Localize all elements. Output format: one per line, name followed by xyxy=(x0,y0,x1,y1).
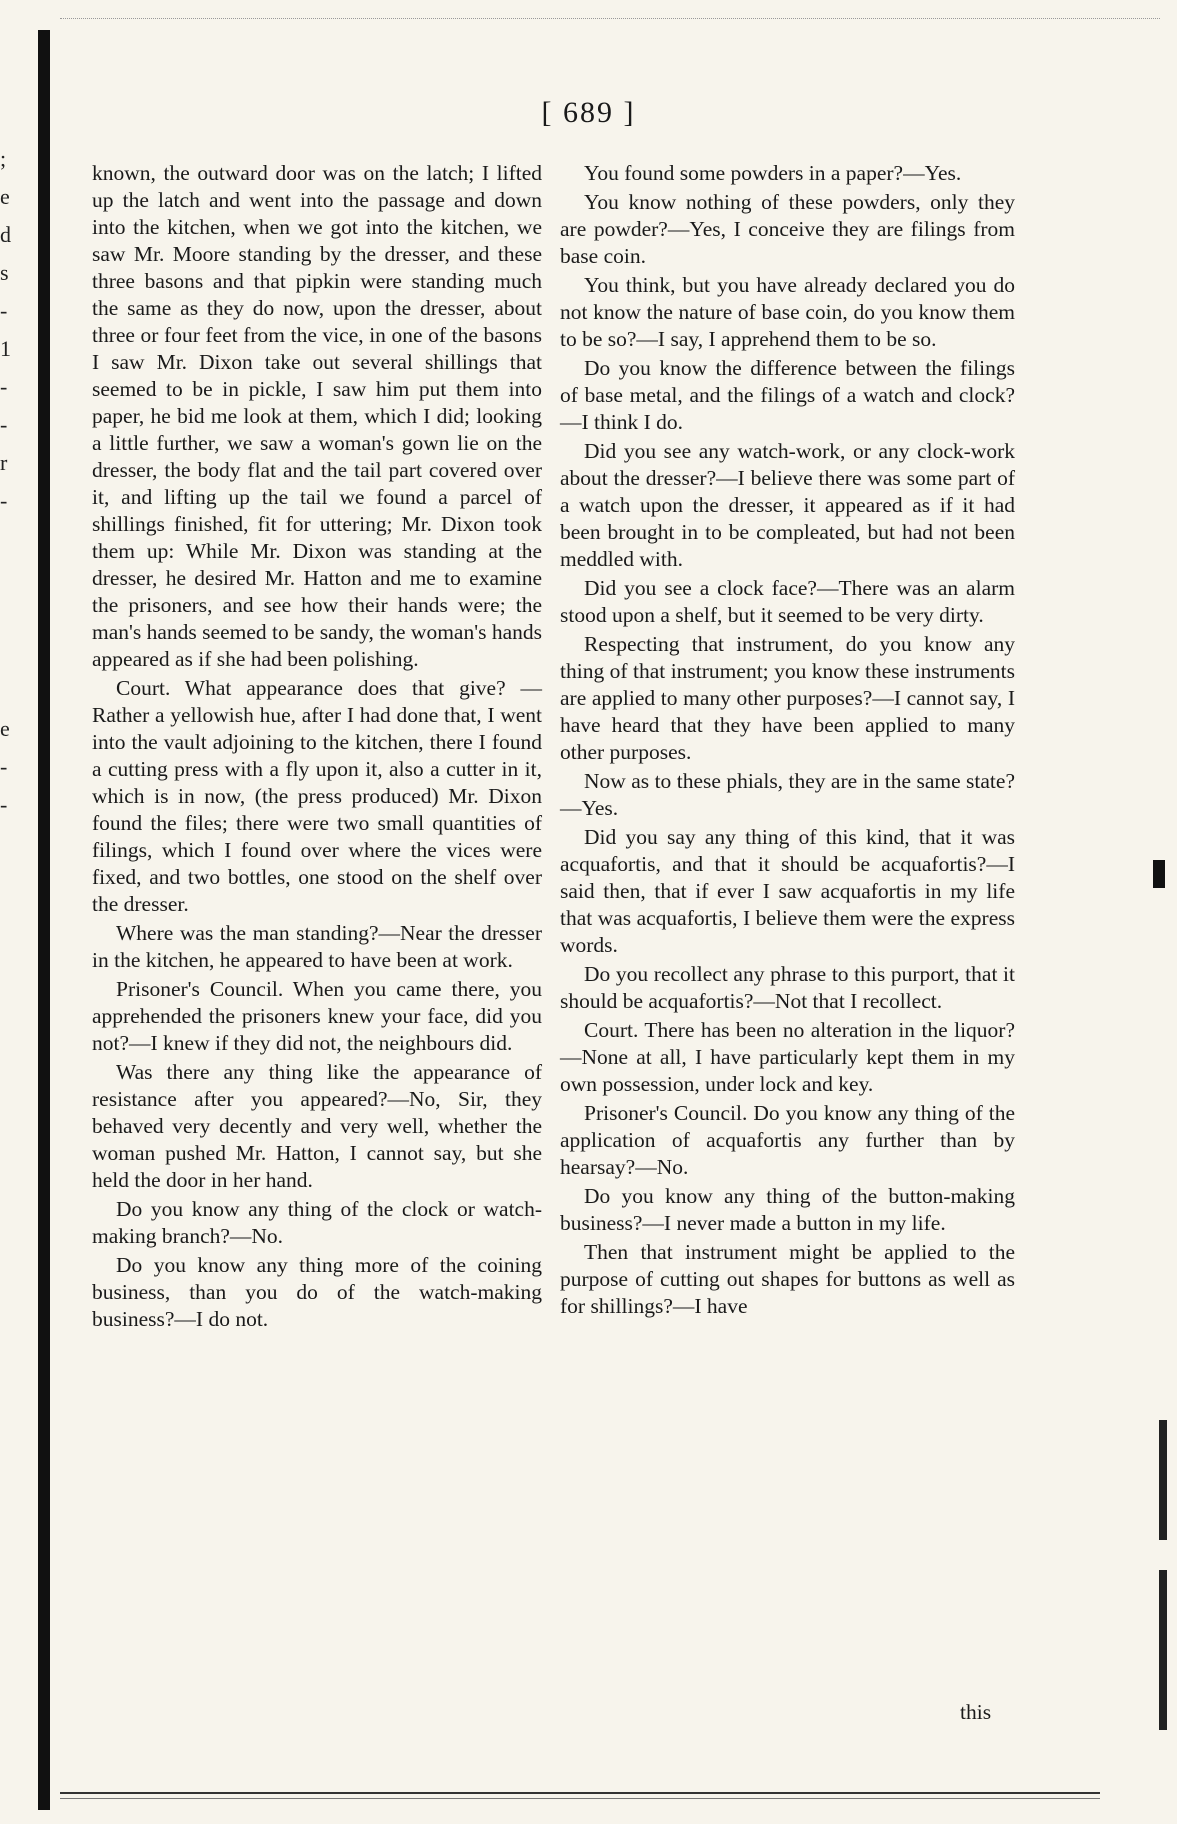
margin-fragment: ; xyxy=(0,146,7,171)
paragraph: Then that instrument might be applied to the purpose of cutting out shapes for buttons as well as for shillings?—I have xyxy=(560,1240,1015,1318)
scan-mark xyxy=(1159,1420,1167,1540)
paragraph: known, the outward door was on the latch; I lifted up the latch and went into the passage and down into the kitchen, when we got into the kitchen, we saw Mr. Moore standing by the dresser, and these three basons and that pipkin were standing much the same as they do now, upon the dresser, about three or four feet from the vice, in one of the basons I saw Mr. Dixon take out several shillings that seemed to be in pickle, I saw him put them into paper, he bid me look at them, which I did; looking a little further, we saw a woman's gown lie on the dresser, the body flat and the tail part covered over it, and lifting up the tail we found a parcel of shillings finished, fit for uttering; Mr. Dixon took them up: While Mr. Dixon was standing at the dresser, he desired Mr. Hatton and me to examine the prisoners, and see how their hands were; the man's hands seemed to be sandy, the woman's hands appeared as if she had been polishing. xyxy=(92,161,542,671)
paragraph: Do you know the difference between the filings of base metal, and the filings of a watch and clock?—I think I do. xyxy=(560,356,1015,434)
margin-fragment: - xyxy=(0,412,8,437)
bottom-rule xyxy=(60,1792,1100,1799)
paragraph: Do you know any thing of the clock or watch-making branch?—No. xyxy=(92,1197,542,1248)
catchword: this xyxy=(960,1700,992,1724)
paragraph: You think, but you have already declared you do not know the nature of base coin, do you know them to be so?—I say, I apprehend them to be so. xyxy=(560,273,1015,351)
scan-binding-edge xyxy=(38,30,50,1810)
right-column xyxy=(560,160,1015,1322)
margin-fragment: r xyxy=(0,450,8,475)
paragraph: Did you say any thing of this kind, that it was acquafortis, and that it should be acquafortis?—I said then, that if ever I saw acquafortis in my life that was acquafortis, I believe them were the express words. xyxy=(560,825,1015,957)
margin-fragment: - xyxy=(0,298,8,323)
margin-fragment: e xyxy=(0,184,10,209)
scan-mark xyxy=(1159,1570,1167,1730)
paragraph: Do you know any thing more of the coining business, than you do of the watch-making business?—I do not. xyxy=(92,1253,542,1331)
paragraph: Respecting that instrument, do you know any thing of that instrument; you know these instruments are applied to many other purposes?—I cannot say, I have heard that they have been applied to many other purposes. xyxy=(560,632,1015,764)
paragraph: You found some powders in a paper?—Yes. xyxy=(584,161,962,185)
paragraph: Did you see a clock face?—There was an alarm stood upon a shelf, but it seemed to be very dirty. xyxy=(560,576,1015,627)
paragraph: Prisoner's Council. When you came there, you apprehended the prisoners knew your face, did you not?—I knew if they did not, the neighbours did. xyxy=(92,977,542,1055)
paragraph: You know nothing of these powders, only they are powder?—Yes, I conceive they are filings from base coin. xyxy=(560,190,1015,268)
margin-fragment: - xyxy=(0,374,8,399)
paragraph: Was there any thing like the appearance of resistance after you appeared?—No, Sir, they behaved very decently and very well, whether the woman pushed Mr. Hatton, I cannot say, but she held the door in her hand. xyxy=(92,1060,542,1192)
margin-fragment: s xyxy=(0,260,9,285)
scan-right-edge xyxy=(1133,120,1173,1820)
margin-fragment: 1 xyxy=(0,336,11,361)
left-column xyxy=(92,160,542,1335)
paragraph: Where was the man standing?—Near the dresser in the kitchen, he appeared to have been at work. xyxy=(92,921,542,972)
paragraph: Do you know any thing of the button-making business?—I never made a button in my life. xyxy=(560,1184,1015,1235)
paragraph: Now as to these phials, they are in the same state?—Yes. xyxy=(560,769,1015,820)
scan-top-noise xyxy=(60,0,1160,19)
margin-fragment: - xyxy=(0,488,8,513)
margin-gap xyxy=(0,520,30,710)
margin-fragment: e xyxy=(0,716,10,741)
left-margin-fragments xyxy=(0,140,30,824)
paragraph: Prisoner's Council. Do you know any thing of the application of acquafortis any further than by hearsay?—No. xyxy=(560,1101,1015,1179)
paragraph: Court. What appearance does that give? —Rather a yellowish hue, after I had done that, I went into the vault adjoining to the kitchen, there I found a cutting press with a fly upon it, also a cutter in it, which is in now, (the press produced) Mr. Dixon found the files; there were two small quantities of filings, which I found over where the vices were fixed, and two bottles, one stood on the shelf over the dresser. xyxy=(92,676,542,916)
margin-fragment: - xyxy=(0,792,8,817)
margin-fragment: d xyxy=(0,222,11,247)
paragraph: Court. There has been no alteration in the liquor?—None at all, I have particularly kept them in my own possession, under lock and key. xyxy=(560,1018,1015,1096)
paragraph: Did you see any watch-work, or any clock-work about the dresser?—I believe there was some part of a watch upon the dresser, it appeared as if it had been brought in to be compleated, but had not been meddled with. xyxy=(560,439,1015,571)
paragraph: Do you recollect any phrase to this purport, that it should be acquafortis?—Not that I recollect. xyxy=(560,962,1015,1013)
page-number: [ 689 ] xyxy=(541,96,636,129)
margin-fragment: - xyxy=(0,754,8,779)
